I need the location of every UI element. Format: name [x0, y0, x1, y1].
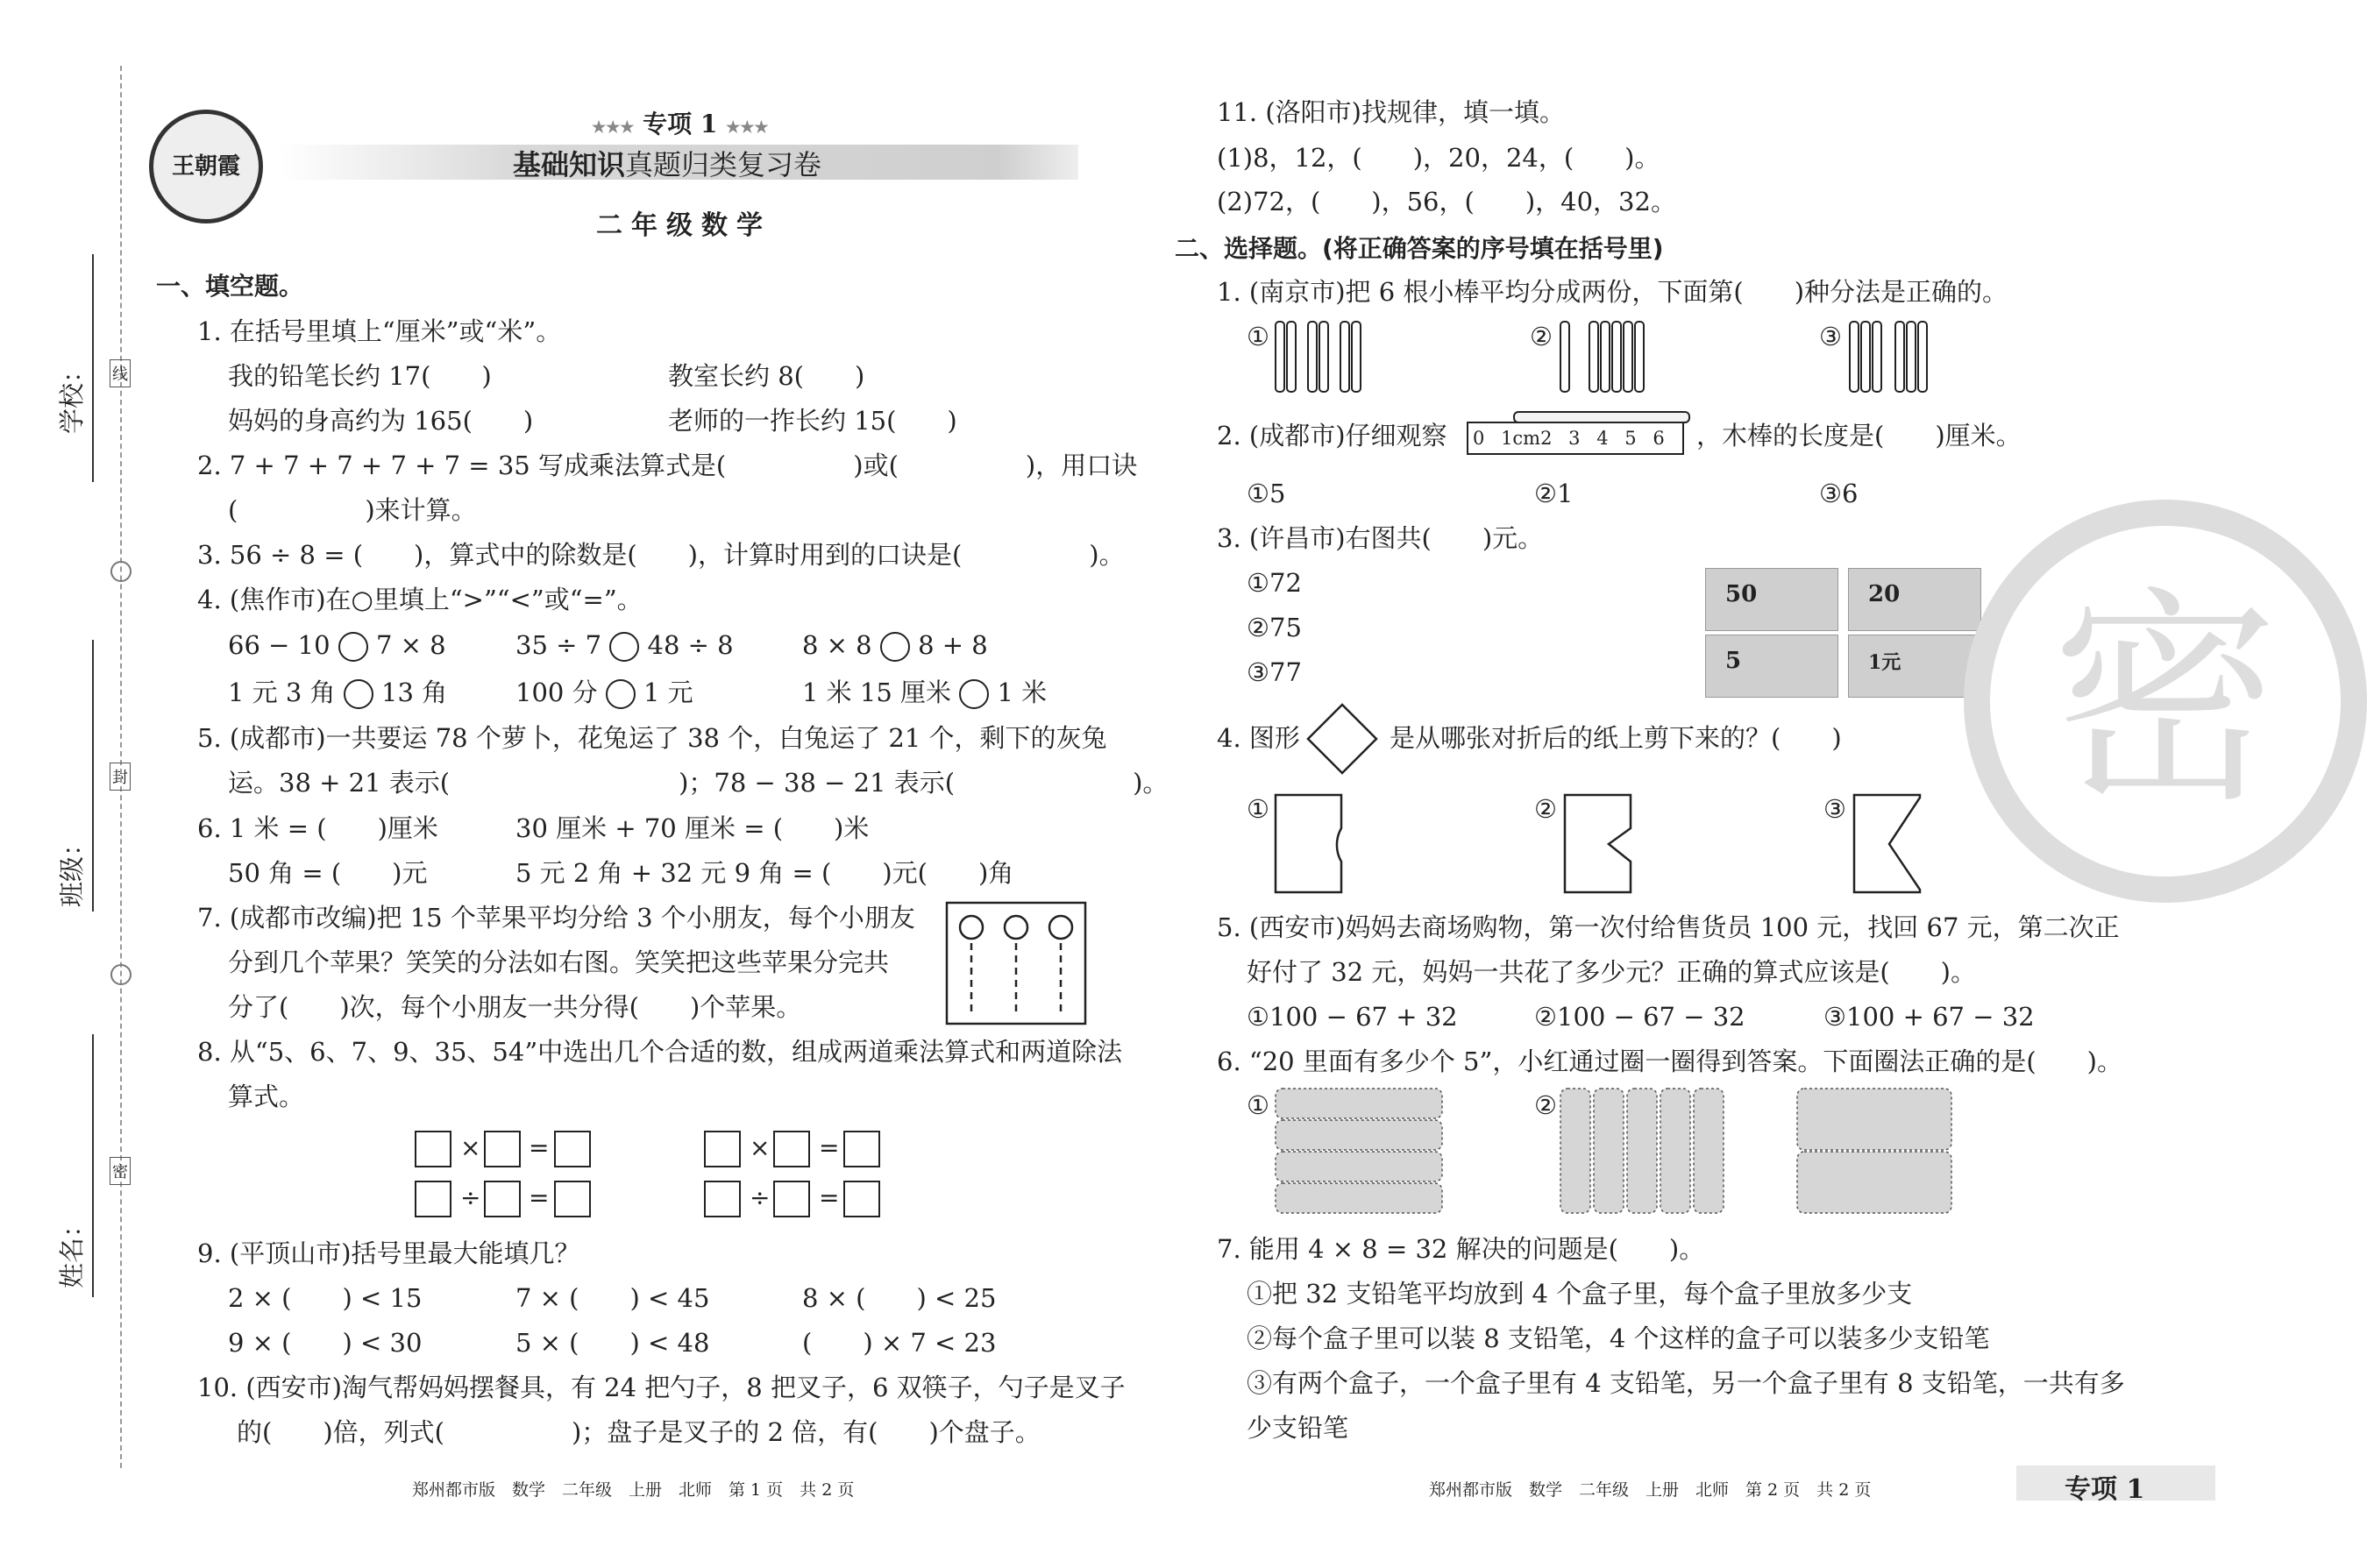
q2: 2. 7 + 7 + 7 + 7 + 7 = 35 写成乘法算式是( )或( )，用口诀 [197, 451, 1138, 480]
c1-opt-2[interactable]: ② [1530, 322, 1553, 351]
title-rest: 真题归类复习卷 [625, 148, 822, 181]
star-icon: ★★★ [726, 118, 769, 137]
section-choice: 二、选择题。(将正确答案的序号填在括号里) [1175, 234, 1664, 263]
compare-circle[interactable] [609, 632, 639, 662]
q4-item-6: 1 米 15 厘米 1 米 [802, 678, 1048, 707]
c4-opt-2[interactable]: ② [1534, 794, 1557, 824]
banknote-20: 20 [1848, 568, 1981, 631]
mark-mi: 密 [110, 1157, 131, 1185]
q6b: 30 厘米 + 70 厘米 = ( )米 [515, 813, 870, 843]
times-sign: × [460, 1133, 481, 1162]
q9-item: 2 × ( ) < 15 [228, 1283, 423, 1313]
q7b: 分到几个苹果？笑笑的分法如右图。笑笑把这些苹果分完共 [228, 947, 890, 977]
q9-item: 7 × ( ) < 45 [515, 1283, 710, 1313]
c2b: ，木棒的长度是( )厘米。 [1696, 421, 2022, 451]
c2-opt-3[interactable]: ③6 [1819, 479, 1859, 508]
badge-text: 专项 1 [643, 110, 718, 138]
answer-box[interactable] [704, 1181, 741, 1217]
title-bold: 基础知识 [513, 148, 626, 181]
watermark-seal: 密 [1964, 500, 2367, 903]
compare-circle[interactable] [344, 679, 373, 709]
sidebar-name: 姓名： [57, 1211, 87, 1288]
c4b: 是从哪张对折后的纸上剪下来的？( ) [1390, 723, 1842, 753]
c4-opt-3[interactable]: ③ [1823, 794, 1846, 824]
apple-division-figure [947, 903, 1087, 1025]
c1-opt-3[interactable]: ③ [1819, 322, 1842, 351]
section-tab: 专项 1 [2016, 1465, 2215, 1501]
answer-box[interactable] [484, 1181, 521, 1217]
answer-box[interactable] [773, 1131, 810, 1167]
c3-opt-1[interactable]: ①72 [1247, 568, 1302, 598]
equals-sign: = [529, 1133, 550, 1162]
answer-box[interactable] [843, 1181, 880, 1217]
q9: 9. (平顶山市)括号里最大能填几？ [197, 1238, 580, 1268]
c2-opt-2[interactable]: ②1 [1534, 479, 1574, 508]
section-fill-blank: 一、填空题。 [156, 272, 304, 301]
q4: 4. (焦作市)在○里填上“>”“<”或“=”。 [197, 585, 643, 614]
q4-item-2: 35 ÷ 7 48 ÷ 8 [515, 630, 734, 660]
c6-opt-1[interactable]: ① [1247, 1090, 1269, 1120]
sticks-figure [1271, 320, 1929, 394]
mark-xian: 线 [110, 359, 131, 387]
c3-opt-3[interactable]: ③77 [1247, 657, 1302, 687]
equals-sign: = [529, 1183, 550, 1212]
c3-opt-2[interactable]: ②75 [1247, 613, 1302, 642]
c5-opt-3[interactable]: ③100 + 67 − 32 [1823, 1002, 2035, 1032]
c4: 4. 图形 [1217, 723, 1300, 753]
footer-left: 郑州都市版 数学 二年级 上册 北师 第 1 页 共 2 页 [412, 1480, 855, 1500]
divide-sign: ÷ [460, 1183, 481, 1212]
c5b: 好付了 32 元，妈妈一共花了多少元？正确的算式应该是( )。 [1247, 957, 1976, 987]
diamond-shape [1306, 703, 1378, 775]
footer-right: 郑州都市版 数学 二年级 上册 北师 第 2 页 共 2 页 [1429, 1480, 1872, 1500]
class-line [92, 640, 94, 912]
clip-icon [110, 964, 132, 985]
mark-feng: 封 [110, 763, 131, 791]
banknote-1: 1元 [1848, 635, 1981, 698]
header-badge [592, 105, 769, 140]
compare-circle[interactable] [606, 679, 636, 709]
ruler-ticks: 0 1cm2 3 4 5 6 [1473, 428, 1665, 449]
c7: 7. 能用 4 × 8 = 32 解决的问题是( )。 [1217, 1234, 1705, 1264]
c7-opt-3[interactable]: ③有两个盒子，一个盒子里有 4 支铅笔，另一个盒子里有 8 支铅笔，一共有多 [1247, 1368, 2125, 1398]
q10: 10. (西安市)淘气帮妈妈摆餐具，有 24 把勺子，8 把叉子，6 双筷子，勺子是叉子 [197, 1373, 1126, 1402]
q6d: 5 元 2 角 + 32 元 9 角 = ( )元( )角 [515, 858, 1014, 888]
c1: 1. (南京市)把 6 根小棒平均分成两份，下面第( )种分法是正确的。 [1217, 277, 2008, 307]
grouping-figure [1271, 1087, 1929, 1218]
q10b: 的( )倍，列式( )；盘子是叉子的 2 倍，有( )个盘子。 [237, 1417, 1041, 1447]
answer-box[interactable] [484, 1131, 521, 1167]
q6a: 6. 1 米 = ( )厘米 [197, 813, 438, 843]
banknote-5: 5 [1705, 635, 1838, 698]
answer-box[interactable] [704, 1131, 741, 1167]
equals-sign: = [819, 1183, 840, 1212]
answer-box[interactable] [415, 1181, 451, 1217]
q7: 7. (成都市改编)把 15 个苹果平均分给 3 个小朋友，每个小朋友 [197, 903, 915, 933]
q4-item-1: 66 − 10 7 × 8 [228, 630, 446, 660]
subtitle: 二年级数学 [596, 210, 771, 241]
logo [149, 110, 263, 223]
q9-item: 8 × ( ) < 25 [802, 1283, 997, 1313]
answer-box[interactable] [554, 1181, 591, 1217]
q1b: 教室长约 8( ) [668, 361, 865, 391]
c7-opt-1[interactable]: ①把 32 支铅笔平均放到 4 个盒子里，每个盒子里放多少支 [1247, 1279, 1913, 1309]
q11a: (1)8，12，( )，20，24，( )。 [1217, 143, 1660, 173]
equals-sign: = [819, 1133, 840, 1162]
logo-text: 王朝霞 [171, 153, 240, 180]
c5-opt-2[interactable]: ②100 − 67 − 32 [1534, 1002, 1745, 1032]
c4-opt-1[interactable]: ① [1247, 794, 1269, 824]
c7-opt-3-cont: 少支铅笔 [1247, 1413, 1349, 1443]
q9-item: 9 × ( ) < 30 [228, 1328, 423, 1358]
q2b: ( )来计算。 [228, 495, 477, 525]
answer-box[interactable] [843, 1131, 880, 1167]
c6-opt-2[interactable]: ② [1534, 1090, 1557, 1120]
q6c: 50 角 = ( )元 [228, 858, 428, 888]
banknote-50: 50 [1705, 568, 1838, 631]
q9-item: 5 × ( ) < 48 [515, 1328, 710, 1358]
times-sign: × [750, 1133, 771, 1162]
q8: 8. 从“5、6、7、9、35、54”中选出几个合适的数，组成两道乘法算式和两道除法 [197, 1037, 1123, 1067]
q11b: (2)72，( )，56，( )，40，32。 [1217, 187, 1676, 216]
sidebar-school: 学校： [57, 357, 87, 434]
compare-circle[interactable] [959, 679, 989, 709]
q9-item: ( ) × 7 < 23 [802, 1328, 997, 1358]
c5-opt-1[interactable]: ①100 − 67 + 32 [1247, 1002, 1458, 1032]
q1c: 妈妈的身高约为 165( ) [228, 406, 534, 436]
compare-circle[interactable] [880, 632, 910, 662]
q8b: 算式。 [228, 1082, 305, 1111]
q1a: 我的铅笔长约 17( ) [228, 361, 492, 391]
q4-item-4: 1 元 3 角 13 角 [228, 678, 448, 707]
q4-item-3: 8 × 8 8 + 8 [802, 630, 988, 660]
q1: 1. 在括号里填上“厘米”或“米”。 [197, 316, 562, 346]
compare-circle[interactable] [338, 632, 368, 662]
page-title [513, 143, 821, 183]
q1d: 老师的一拃长约 15( ) [668, 406, 957, 436]
q11: 11. (洛阳市)找规律，填一填。 [1217, 97, 1565, 127]
c3: 3. (许昌市)右图共( )元。 [1217, 523, 1544, 553]
c1-opt-1[interactable]: ① [1247, 322, 1269, 351]
sidebar-class: 班级： [57, 830, 87, 907]
school-line [92, 254, 94, 482]
c2: 2. (成都市)仔细观察 [1217, 421, 1447, 451]
q4-item-5: 100 分 1 元 [515, 678, 693, 707]
c2-opt-1[interactable]: ①5 [1247, 479, 1286, 508]
q5: 5. (成都市)一共要运 78 个萝卜，花兔运了 38 个，白兔运了 21 个，剩下的灰兔 [197, 723, 1107, 753]
divide-sign: ÷ [750, 1183, 771, 1212]
answer-box[interactable] [773, 1181, 810, 1217]
answer-box[interactable] [554, 1131, 591, 1167]
c7-opt-2[interactable]: ②每个盒子里可以装 8 支铅笔，4 个这样的盒子可以装多少支铅笔 [1247, 1323, 1990, 1353]
c6: 6. “20 里面有多少个 5”，小红通过圈一圈得到答案。下面圈法正确的是( )。 [1217, 1047, 2122, 1076]
answer-box[interactable] [415, 1131, 451, 1167]
clip-icon [110, 561, 132, 582]
star-icon: ★★★ [592, 118, 635, 137]
name-line [92, 1034, 94, 1297]
q5b: 运。38 + 21 表示( )；78 − 38 − 21 表示( )。 [228, 768, 1169, 798]
q7c: 分了( )次，每个小朋友一共分得( )个苹果。 [228, 992, 802, 1022]
c5: 5. (西安市)妈妈去商场购物，第一次付给售货员 100 元，找回 67 元，第二次正 [1217, 912, 2120, 942]
fold-shapes-figure [1276, 793, 1924, 894]
q3: 3. 56 ÷ 8 = ( )，算式中的除数是( )，计算时用到的口诀是( )。 [197, 540, 1125, 570]
